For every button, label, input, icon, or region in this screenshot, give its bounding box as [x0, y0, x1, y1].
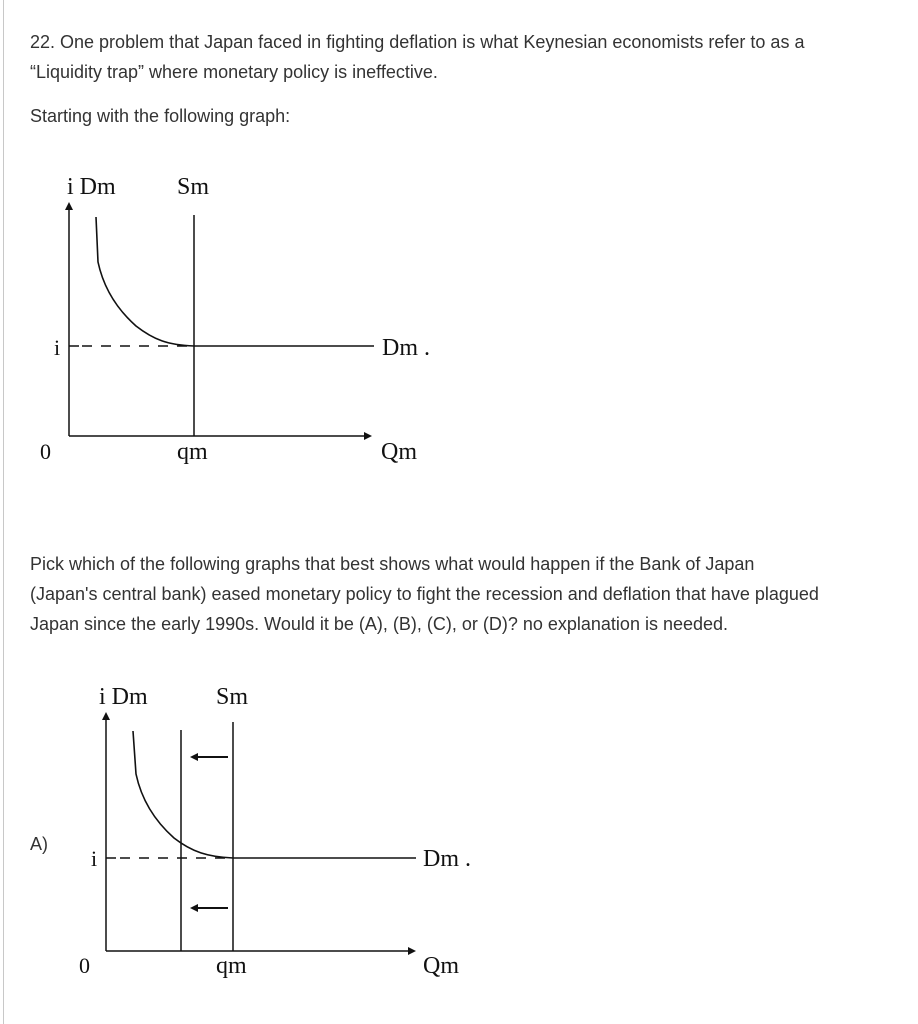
pick-line-2: (Japan's central bank) eased monetary policy to fight the recession and deflation that have plagued [30, 584, 819, 604]
pick-line-1: Pick which of the following graphs that best shows what would happen if the Bank of Japan [30, 554, 755, 574]
main-label-sm: Sm [177, 174, 210, 200]
pick-line-3: Japan since the early 1990s. Would it be (A), (B), (C), or (D)? no explanation is needed. [30, 614, 729, 634]
main-label-i-dm: i Dm [67, 174, 116, 200]
main-label-i: i [54, 335, 61, 360]
a-label-sm: Sm [216, 684, 249, 710]
main-label-dm-right: Dm . [382, 335, 430, 361]
main-label-qm: qm [177, 439, 208, 465]
question-line-2: “Liquidity trap” where monetary policy is ineffective. [30, 62, 438, 82]
a-label-Qm: Qm [423, 953, 459, 979]
intro-text: Starting with the following graph: [30, 106, 291, 126]
main-label-Qm: Qm [381, 439, 417, 465]
a-label-dm-right: Dm . [423, 846, 471, 872]
a-label-qm: qm [216, 953, 247, 979]
main-label-zero: 0 [40, 439, 51, 464]
a-dm-curve [133, 731, 416, 858]
option-a-letter: A) [30, 834, 48, 854]
a-label-i: i [91, 846, 98, 871]
question-line-1: 22. One problem that Japan faced in fighting deflation is what Keynesian economists refer to as a [30, 32, 805, 52]
a-label-i-dm: i Dm [99, 684, 148, 710]
a-label-zero: 0 [79, 953, 90, 978]
